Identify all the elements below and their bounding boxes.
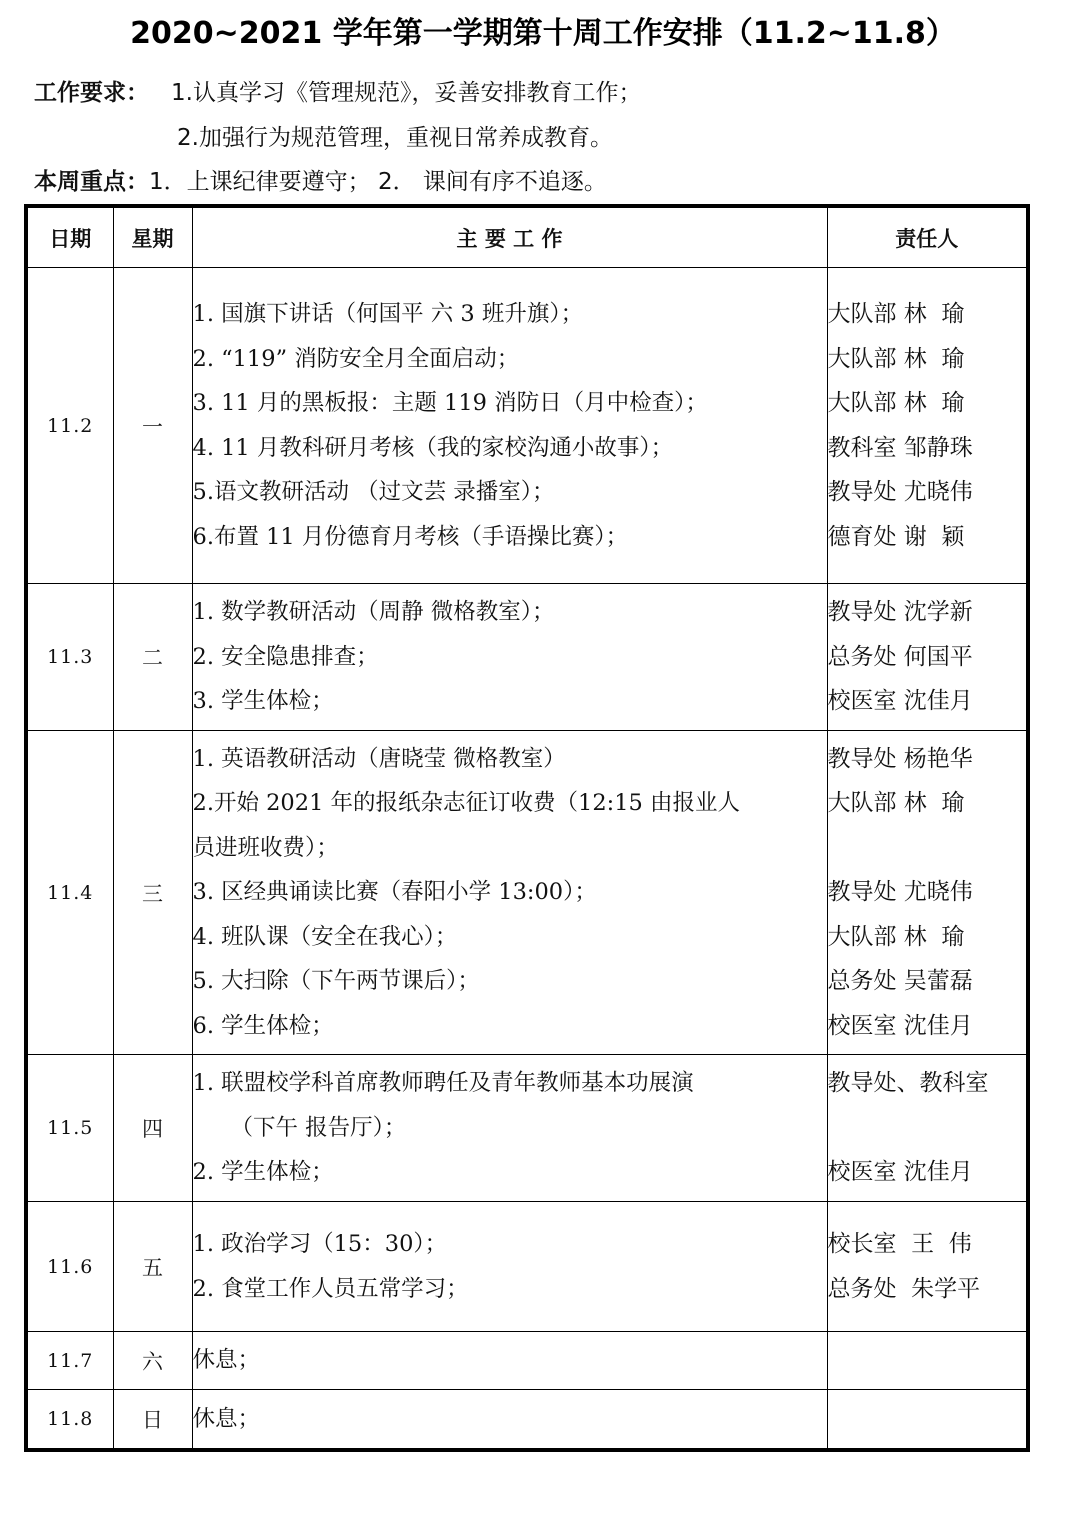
owner-item: 教导处 杨艳华 [827,745,973,772]
requirements-label: 工作要求： [34,80,149,106]
owner-cell [827,1332,1028,1390]
requirements-line-2 [177,123,613,153]
table-row [26,1202,1028,1332]
work-item: 5. 大扫除（下午两节课后）； [192,968,480,995]
work-cell [192,268,827,584]
owner-item: 教导处 尤晓伟 [827,479,973,505]
owner-item: 校医室 沈佳月 [827,1159,973,1186]
work-item: 1. 国旗下讲话（何国平 六 3 班升旗）； [192,301,584,327]
owner-item: 校医室 沈佳月 [827,1012,973,1039]
owner-cell [827,584,1028,731]
requirement-item-1: 1.认真学习《管理规范》，妥善安排教育工作； [171,80,642,106]
work-item: 3. 学生体检； [192,688,334,715]
work-item: 4. 11 月教科研月考核（我的家校沟通小故事）； [192,434,674,461]
weekday-cell: 日 [113,1390,192,1450]
owner-item: 德育处 谢 颖 [827,523,965,550]
work-item: 1. 联盟校学科首席教师聘任及青年教师基本功展演 [192,1070,694,1097]
owner-cell [827,1202,1028,1332]
work-cell [192,1332,827,1390]
weekday-cell: 二 [113,584,192,731]
work-item: 2. 安全隐患排查； [192,643,379,670]
focus-text: 1．上课纪律要遵守； 2． 课间有序不追逐。 [149,169,607,195]
table-row [26,268,1028,584]
owner-item [828,1338,1027,1383]
requirements-line-1 [34,78,641,108]
header-weekday: 星期 [113,206,192,268]
date-cell: 11.6 [26,1202,113,1332]
header-owner: 责任人 [827,206,1028,268]
owner-item: 大队部 林 瑜 [827,790,965,817]
header-work: 主 要 工 作 [192,206,827,268]
owner-item: 大队部 林 瑜 [827,301,965,327]
owner-item: 校长室 王 伟 [827,1231,972,1257]
work-item: （下午 报告厅）； [230,1114,407,1141]
table-row [26,1055,1028,1202]
page-title: 2020~2021 学年第一学期第十周工作安排（11.2~11.8） [130,16,956,51]
work-cell [192,1202,827,1332]
owner-item: 教导处 沈学新 [827,599,973,626]
date-cell: 11.8 [26,1390,113,1450]
owner-item: 大队部 林 瑜 [827,390,965,416]
work-item: 1. 数学教研活动（周静 微格教室）； [192,599,555,626]
work-item: 休息； [192,1347,261,1374]
table-row [26,1390,1028,1450]
work-cell [192,731,827,1055]
date-cell: 11.2 [26,268,113,584]
table-row [26,584,1028,731]
table-row [26,731,1028,1055]
date-cell: 11.3 [26,584,113,731]
work-item: 3. 11 月的黑板报：主题 119 消防日（月中检查）； [192,390,708,416]
work-cell [192,1390,827,1450]
work-item: 员进班收费）； [192,834,339,861]
work-cell [192,1055,827,1202]
work-item: 6. 学生体检； [192,1012,334,1039]
work-item: 5.语文教研活动 （过文芸 录播室）； [192,479,555,505]
owner-item: 总务处 吴蕾磊 [827,968,973,995]
weekday-cell: 一 [113,268,192,584]
work-item: 2. 学生体检； [192,1159,334,1186]
owner-item: 总务处 朱学平 [827,1275,981,1302]
focus-line [34,167,607,197]
header-date: 日期 [26,206,113,268]
owner-item: 教导处、教科室 [827,1070,989,1097]
work-item: 2.开始 2021 年的报纸杂志征订收费（12:15 由报业人 [192,790,741,817]
weekday-cell: 五 [113,1202,192,1332]
table-header-row [26,206,1028,268]
work-item: 休息； [192,1405,261,1432]
owner-item: 教导处 尤晓伟 [827,879,973,906]
schedule-body [26,268,1028,1450]
work-item: 6.布置 11 月份德育月考核（手语操比赛）； [192,523,629,550]
owner-item [828,1106,1027,1151]
requirement-item-2: 2.加强行为规范管理，重视日常养成教育。 [177,125,613,151]
owner-item: 大队部 林 瑜 [827,345,965,372]
weekday-cell: 六 [113,1332,192,1390]
owner-item: 总务处 何国平 [827,643,973,670]
owner-cell [827,1055,1028,1202]
work-item: 1. 政治学习（15：30）； [192,1231,448,1257]
work-item: 2. “119” 消防安全月全面启动； [192,345,520,372]
work-item: 3. 区经典诵读比赛（春阳小学 13:00）； [192,879,597,906]
date-cell: 11.7 [26,1332,113,1390]
owner-item [828,826,1027,871]
owner-item: 教科室 邹静珠 [827,434,973,461]
weekday-cell: 四 [113,1055,192,1202]
work-item: 1. 英语教研活动（唐晓莹 微格教室） [192,745,566,772]
work-item: 2. 食堂工作人员五常学习； [192,1275,469,1302]
focus-label: 本周重点： [34,169,149,195]
date-cell: 11.4 [26,731,113,1055]
schedule-table [24,204,1030,1452]
owner-cell [827,731,1028,1055]
owner-item: 校医室 沈佳月 [827,688,973,715]
owner-item: 大队部 林 瑜 [827,923,965,950]
owner-cell [827,1390,1028,1450]
owner-cell [827,268,1028,584]
work-item: 4. 班队课（安全在我心）； [192,923,458,950]
table-row [26,1332,1028,1390]
work-cell [192,584,827,731]
weekday-cell: 三 [113,731,192,1055]
date-cell: 11.5 [26,1055,113,1202]
owner-item [828,1397,1027,1442]
